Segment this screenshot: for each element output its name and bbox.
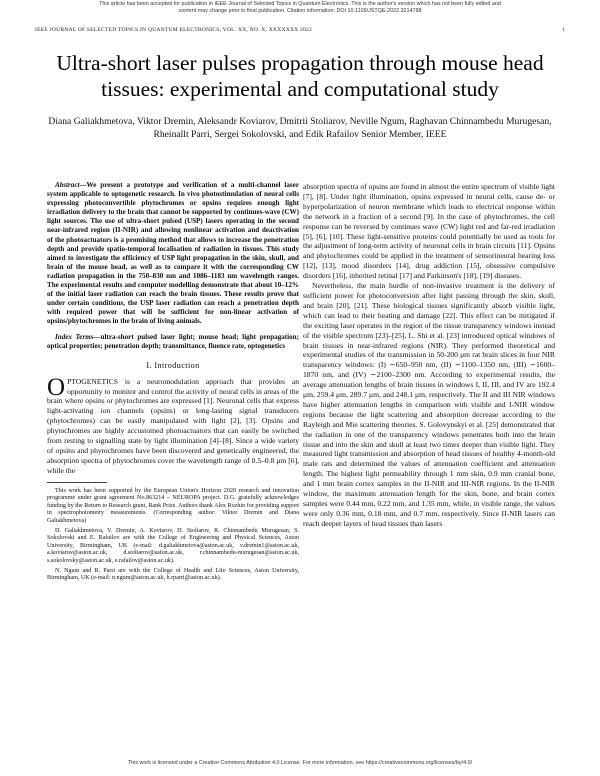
abstract (47, 181, 299, 327)
running-header (35, 27, 565, 33)
affiliation-footnote: D. Galiakhmetova, V. Dremin, A. Koviarov, D. Stoliarov, R. Chinnambedu Murugesan, S. Sokolovski and E. Rafailov are with the College of Engineering and Physical Sciences, Aston University, Birmingham, UK (e-mail: d.galiakhmetova@aston.ac.uk, v.dremin1@aston.ac.uk, a.koviarov@aston.ac.uk, d.stoliarov@aston.ac.uk, r.chinnambedu-murugesan@aston.ac.uk, s.sokolovsky@aston.ac.uk, e.rafailov@aston.ac.uk). (47, 527, 299, 564)
abstract-text: We present a prototype and verification of a multi-channel laser system applicable to optogenetic research. In vivo photostimulation of neural cells expressing photoconvertible phytochromes or opsins requires enough light irradiation delivery to the brain that cannot be supported by continues-wave (CW) light sources. The use of ultra-short pulsed (USP) lasers operating in the second near-infrared region (II-NIR) and allowing nonlinear activation and deactivation of the photoactuators is a promising method that allows to increase the penetration depth and provide spatio-temporal localisation of radiation in tissues. This study aimed to investigate the efficiency of USP light propagation in the skin, skull, and brain of the mouse head, as well as to compare it with the corresponding CW radiation propagation in the 750–830 nm and 1086–1183 nm wavelength ranges. The experimental results and computer modelling demonstrate that about 10–12% of the initial laser radiation can reach the brain tissues. These results prove that under certain conditions, the USP laser radiation can reach a penetration depth with required power that will be sufficient for non-linear activation of opsins/phytochromes in the brain of living animals. (47, 181, 299, 326)
notice-line-2: content may change prior to final publication. Citation information: DOI 10.1109/JSTQE.2022.3214788 (178, 8, 422, 14)
drop-cap: O (47, 373, 66, 401)
publication-notice (0, 1, 600, 15)
left-column (47, 181, 299, 585)
notice-line-1: This article has been accepted for publication in IEEE Journal of Selected Topics in Quantum Electronics. This is the author's version which has not been fully edited and (99, 1, 501, 7)
intro-text: is a neuromodulation approach that provides an opportunity to monitor and control the activity of neural cells in areas of the brain where opsins or phytochromes are expressed [1]. Neuronal cells that express light-activating ion channels (opsins) or long-lasting signal transducers (phytochromes) can be easily manipulated with light [2], [3]. Opsins and phytochromes are highly accustomed photoactuators that can easily be switched from resting to signalling state by light illumination [4]–[8]. Since a wide variety of opsins and phytochromes have been discovered and genetically engineered, the absorption spectra of phytochromes cover the wavelength range of 0.5–0.8 μm [6], while the (47, 376, 299, 475)
affiliation-footnote-2: N. Ngum and R. Parri are with the College of Health and Life Sciences, Aston University, Birmingham, UK (e-mail: n.ngum@aston.ac.uk, h.rparri@aston.ac.uk). (47, 567, 299, 582)
intro-first-word: PTOGENETICS (67, 376, 118, 386)
abstract-label: Abstract— (55, 181, 87, 189)
body-paragraph: absorption spectra of opsins are found in almost the entire spectrum of visible light [7], [8]. Under light illumination, opsins expressed in neural cells, cause de- or hyperpolarization of neuron membrane which leads to electrical response within the network in a fraction of a second [9]. In the case of phytochromes, the cell response can be reversed by continues wave (CW) light red and far-red irradiation [5], [6], [10]. These light-sensitive proteins could potentially be used as tools for the adjustment of long-term activity of neuronal cells in brain circuits [11]. Opsins and phytochromes could be applied in the treatment of sensorineural hearing loss [12], [13], mood disorders [14], drug addiction [15], obsessive compulsive disorders [16], inherited retinal [17] and Parkinson's [18], [19] diseases. (303, 182, 556, 281)
right-column (303, 182, 555, 529)
license-footer: This work is licensed under a Creative Commons Attribution 4.0 License. For more information, see https://creativecommons.org/licenses/by/4.0/ (127, 760, 473, 766)
page-number: 1 (562, 27, 565, 33)
section-heading-introduction: I. Introduction (146, 360, 200, 370)
journal-header: IEEE JOURNAL OF SELECTED TOPICS IN QUANTUM ELECTRONICS, VOL. XX, NO. X, XXXXXXX 2022 (35, 27, 313, 33)
body-paragraph: Nevertheless, the main hurdle of non-invasive treatment is the delivery of sufficient power for photoconversion after light passing through the skin, skull, and brain [20], [21]. These biological tissues significantly absorb visible light, which can lead to their heating and damage [22]. This effect can be mitigated if the exciting laser operates in the region of the tissue transparency windows instead of the visible spectrum [23]–[25]. L. Shi et al. [23] introduced optical windows of brain tissues in near-infrared regions (NIR). They performed theoretical and experimental studies of the transmission in 50-200 μm rat brain slices in four NIR transparency windows: (I) ∼650–950 nm, (II) ∼1100–1350 nm, (III) ∼1600–1870 nm, and (IV) ∼2100–2300 nm. According to experimental results, the average attenuation lengths of brain tissues in windows I, II, III, and IV are 192.4 μm, 259.4 μm, 289.7 μm, and 248.1 μm, respectively. The II and III NIR windows have higher attenuation lengths in comparison with visible and I-NIR window regions because the light scattering and absorption decrease according to the Rayleigh and Mie scattering theories. S. Golovynskyi et al. [25] demonstrated that the radiation in one of the transparency windows penetrates both into the brain tissue and into the skin and skull at least two times deeper than visible light. They measured light transmission and absorption of head tissues of healthy 4-month-old male rats and determined the values of attenuation coefficient and attenuation length. The highest light permeability through 1 mm skin, 0.9 mm cranial bone, and 1 mm brain cortex samples in the II-NIR and III-NIR regions. In the II-NIR window, the maximum attenuation length for the skin, bone, and brain cortex samples were 0.44 mm, 0.22 mm, and 1.35 mm, while, in visible range, the values were only 0.36 mm, 0.18 mm, and 0.7 mm, respectively. Since II-NIR lasers can reach deeper layers of head tissues than lasers (303, 281, 555, 528)
funding-footnote: This work has been supported by the European Union's Horizon 2020 research and innovation programme under grant agreement No.863214 – NEUROPA project. D.G. gratefully acknowledges funding by the Return to Research grant, Rank Prize. Authors thank Alex Rozhin for providing support in spectrophotometry measurements. (Corresponding author: Viktor Dremin and Diana Galiakhmetova) (47, 487, 299, 525)
author-list: Diana Galiakhmetova, Viktor Dremin, Aleksandr Koviarov, Dmitrii Stoliarov, Neville Ngum, Raghavan Chinnambedu Murugesan, Rheinallt Parri, Sergei Sokolovski, and Edik Rafailov Senior Member, IEEE (48, 116, 552, 140)
paper-title: Ultra-short laser pulses propagation through mouse head tissues: experimental and computational study (56, 51, 544, 101)
index-terms-label: Index Terms— (55, 332, 101, 341)
index-terms (47, 333, 299, 351)
intro-paragraph (47, 373, 299, 476)
footnote-divider (47, 482, 107, 483)
index-terms-text: ultra-short pulsed laser light; mouse head; light propagation; optical properties; penetration depth; transmittance, fluence rate, optogenetics (47, 332, 299, 350)
